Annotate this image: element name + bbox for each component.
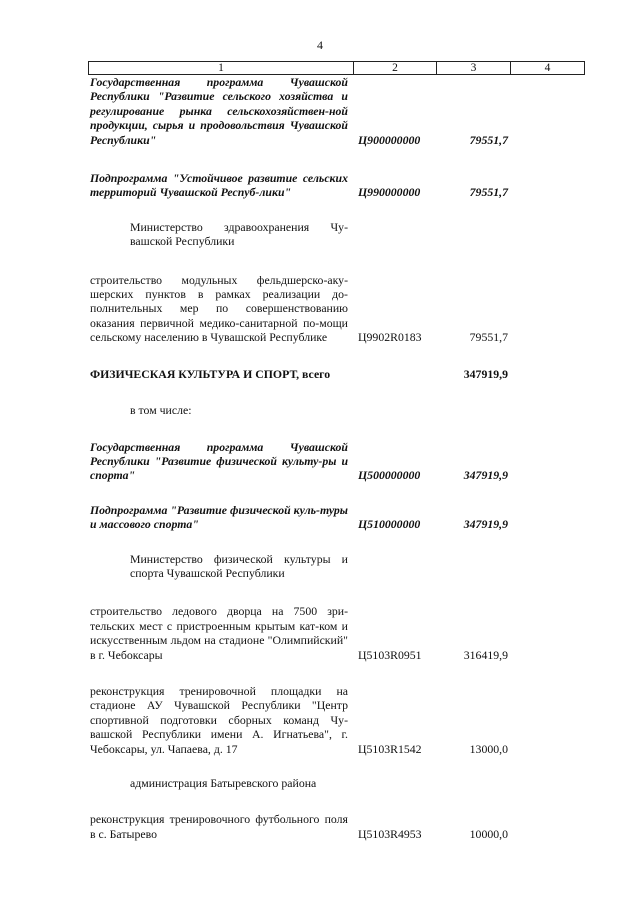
table-row — [0, 367, 640, 381]
row-description: строительство модульных фельдшерско-аку-шерских пунктов в рамках реализации до-полнительных мер по совершенствованию оказания первичной медико-санитарной по-мощи сельскому населению в Чувашской Республике — [90, 272, 348, 345]
row-amount: 316419,9 — [463, 647, 508, 662]
row-amount: 10000,0 — [469, 826, 508, 841]
row-code: Ц5103R0951 — [358, 647, 422, 662]
row-code: Ц9902R0183 — [358, 330, 422, 345]
row-description: ФИЗИЧЕСКАЯ КУЛЬТУРА И СПОРТ, всего — [90, 366, 331, 381]
row-description: Государственная программа Чувашской Республики "Развитие сельского хозяйства и регулирование рынка сельскохозяйствен-ной продукции, сырья и продовольствия Чувашской Республики" — [90, 75, 348, 147]
row-description: реконструкция тренировочного футбольного поля в с. Батырево — [90, 812, 348, 841]
table-row — [0, 171, 640, 200]
row-amount: 347919,9 — [463, 468, 508, 483]
row-code: Ц5103R1542 — [358, 741, 422, 756]
row-description: администрация Батыревского района — [130, 776, 317, 790]
row-description: Подпрограмма "Устойчивое развитие сельских территорий Чувашской Респуб-лики" — [90, 171, 348, 200]
header-col-1: 1 — [89, 62, 354, 74]
table-row — [0, 776, 640, 790]
row-amount: 79551,7 — [469, 330, 508, 345]
table-row — [0, 604, 640, 662]
row-description: в том числе: — [130, 403, 192, 418]
row-amount: 347919,9 — [463, 517, 508, 532]
table-row — [0, 552, 640, 581]
row-description: Министерство здравоохранения Чу-вашской Республики — [130, 219, 348, 249]
table-row — [0, 503, 640, 532]
row-description: Подпрограмма "Развитие физической куль-туры и массового спорта" — [90, 502, 348, 532]
table-row — [0, 403, 640, 417]
table-header — [88, 61, 585, 75]
header-col-2: 2 — [354, 62, 437, 74]
page-number: 4 — [317, 38, 323, 52]
row-description: строительство ледового дворца на 7500 зри-тельских мест с пристроенным крытым кат-ком и искусственным льдом на стадионе "Олимпийский" в г. Чебоксары — [90, 604, 348, 662]
row-description: Министерство физической культуры и спорта Чувашской Республики — [130, 551, 348, 580]
row-description: Государственная программа Чувашской Республики "Развитие физической культу-ры и спорта" — [90, 439, 348, 483]
row-amount: 13000,0 — [469, 741, 508, 756]
header-col-3: 3 — [437, 62, 511, 74]
row-code: Ц500000000 — [358, 468, 421, 483]
header-col-4: 4 — [544, 62, 551, 74]
table-row — [0, 75, 640, 147]
row-description: реконструкция тренировочной площадки на стадионе АУ Чувашской Республики "Центр спортивной подготовки сборных команд Чу-вашской Республики имени А. Игнатьева", г. Чебоксары, ул. Чапаева, д. 17 — [90, 683, 348, 756]
table-row — [0, 684, 640, 756]
table-row — [0, 440, 640, 483]
row-amount: 347919,9 — [463, 366, 508, 381]
row-amount: 79551,7 — [469, 185, 508, 200]
row-code: Ц990000000 — [358, 185, 421, 200]
table-body — [0, 75, 640, 841]
table-row — [0, 220, 640, 249]
row-amount: 79551,7 — [469, 132, 508, 147]
row-code: Ц510000000 — [358, 517, 421, 532]
row-code: Ц5103R4953 — [358, 826, 422, 841]
table-row — [0, 273, 640, 345]
table-row — [0, 812, 640, 841]
row-code: Ц900000000 — [358, 132, 421, 147]
